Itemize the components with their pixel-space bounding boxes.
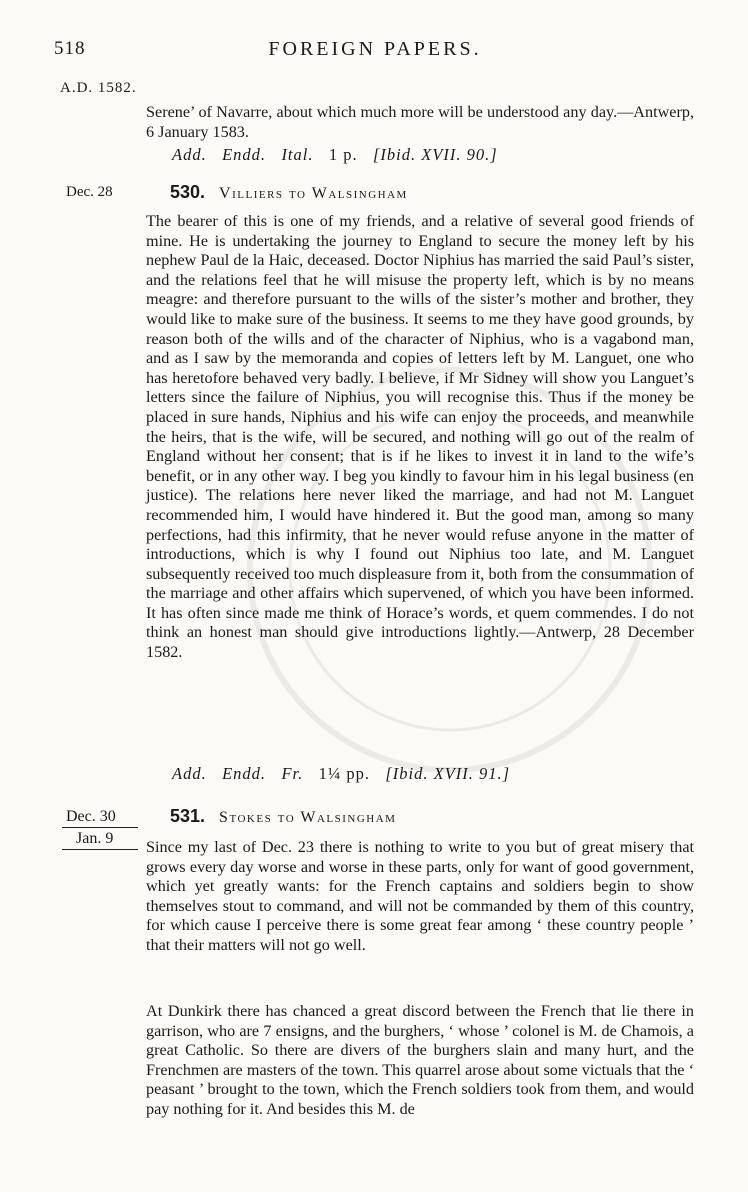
entry-531-paragraph-1: Since my last of Dec. 23 there is nothing to write to you but of great misery that grows every day worse and worse in these parts, only for want of good government, which yet greatly wants: for the French captains and soldiers begin to show themselves stout to command, and will not be commanded by them of this country, for which cause I perceive there is some great fear among ‘ these country people ’ that their matters will not go well. (146, 838, 694, 954)
entry-531-date-new-style: Jan. 9 (62, 828, 138, 850)
entry-531-heading (170, 806, 396, 827)
entry-531-title: Stokes to Walsingham (219, 809, 397, 826)
entry-530-title: Villiers to Walsingham (219, 185, 408, 202)
running-title: FOREIGN PAPERS. (268, 38, 482, 60)
continued-entry-text: Serene’ of Navarre, about which much more will be understood any day.—Antwerp, 6 January 1583. (146, 103, 694, 141)
continued-entry-reference: Add. Endd. Ital. 1 p. [Ibid. XVII. 90.] (172, 145, 498, 164)
entry-531-date-old-style: Dec. 30 (62, 808, 138, 828)
entry-530-number: 530. (170, 182, 206, 202)
margin-year-note: A.D. 1582. (60, 80, 137, 96)
entry-530-reference: Add. Endd. Fr. 1¼ pp. [Ibid. XVII. 91.] (172, 764, 511, 783)
page-number: 518 (54, 38, 86, 59)
page-header (54, 38, 696, 68)
entry-531-paragraph-2: At Dunkirk there has chanced a great discord between the French that lie there in garrison, who are 7 ensigns, and the burghers, ‘ whose ’ colonel is M. de Chamois, a great Catholic. So there are divers of the burghers slain and many hurt, and the Frenchmen are masters of the town. This quarrel arose about some victuals that the ‘ peasant ’ brought to the town, which the French soldiers took from them, and would pay nothing for it. And besides this M. de (146, 1002, 694, 1118)
entry-530-body: The bearer of this is one of my friends, and a relative of several good friends of mine. He is undertaking the journey to England to secure the money left by his nephew Paul de la Haic, deceased. Doctor Niphius has married the said Paul’s sister, and the relations feel that he will misuse the property left, which is by no means meagre: and therefore pursuant to the wills of the sister’s mother and brother, they would like to make sure of the business. It seems to me they have good grounds, by reason both of the wills and of the character of Niphius, who is a vagabond man, and as I saw by the memoranda and copies of letters left by M. Languet, one who has heretofore behaved very badly. I believe, if Mr Sidney will show you Languet’s letters since the failure of Niphius, you will recognise this. Thus if the money be placed in sure hands, Niphius and his wife can enjoy the proceeds, and meanwhile the heirs, that is the wife, will be secured, and nothing will go out of the realm of England without her consent; that is if he likes to invest it in land to the wife’s benefit, or in any other way. I beg you kindly to favour him in his legal business (en justice). The relations here never liked the marriage, and had not M. Languet recommended him, I would have hindered it. But the good man, among so many perfections, had this infirmity, that he never would refuse anyone in the matter of introductions, which is why I found out Niphius too late, and M. Languet subsequently received too much displeasure from it, both from the consummation of the marriage and other affairs which supervened, of which you have been informed. It has often since made me think of Horace’s words, et quem commendes. I do not think an honest man should give introductions lightly.—Antwerp, 28 December 1582. (146, 212, 694, 662)
entry-531-number: 531. (170, 806, 206, 826)
entry-530-date: Dec. 28 (66, 184, 113, 200)
entry-531-dates (62, 808, 138, 850)
entry-530-heading (170, 182, 408, 203)
